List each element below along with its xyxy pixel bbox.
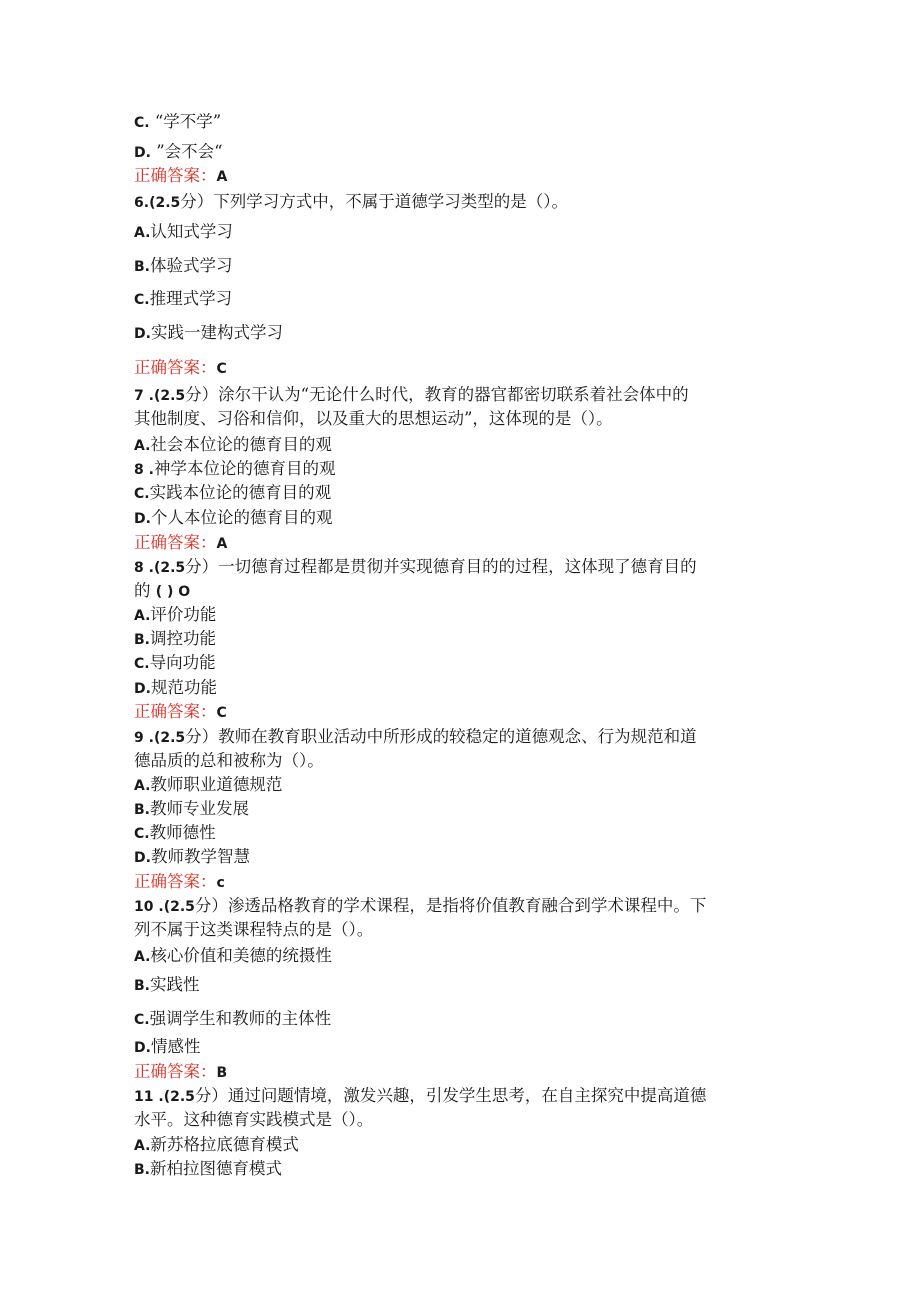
- question-continuation: [134, 580, 190, 603]
- question-continuation: [134, 919, 373, 941]
- option-text: 规范功能: [150, 678, 217, 697]
- question-score: (2.5: [163, 1089, 195, 1105]
- answer-option: [134, 141, 223, 164]
- option-letter: A.: [134, 608, 151, 624]
- option-letter: C.: [134, 292, 150, 308]
- answer-option: [134, 111, 221, 134]
- correct-answer: [134, 701, 227, 724]
- answer-option: [134, 322, 283, 345]
- question-continuation: [134, 750, 324, 772]
- answer-option: [134, 652, 216, 675]
- question-stem: [134, 556, 697, 579]
- option-text: 情感性: [150, 1037, 201, 1056]
- option-letter: C.: [134, 656, 150, 672]
- question-text: 分）涂尔干认为“无论什么时代，教育的器官都密切联系着社会体中的: [185, 385, 689, 404]
- option-letter: B.: [134, 978, 150, 994]
- question-score: (2.5: [163, 899, 195, 915]
- option-letter: A.: [134, 225, 151, 241]
- option-letter: C.: [134, 826, 150, 842]
- option-letter: B.: [134, 632, 150, 648]
- option-letter: A.: [134, 1138, 151, 1154]
- answer-value: A: [216, 536, 228, 552]
- question-score: (2.5: [153, 730, 186, 746]
- option-letter: A.: [134, 778, 151, 794]
- option-letter: B.: [134, 802, 150, 818]
- option-text: 认知式学习: [150, 222, 233, 241]
- correct-answer: [134, 357, 227, 380]
- answer-option: [134, 774, 282, 797]
- option-letter: C.: [134, 115, 150, 131]
- answer-label: 正确答案：: [134, 166, 217, 185]
- correct-answer: [134, 165, 227, 188]
- answer-value: C: [216, 705, 227, 721]
- option-text: 教师专业发展: [150, 799, 249, 818]
- question-text: 的: [134, 581, 151, 600]
- question-text: 分）渗透品格教育的学术课程，是指将价值教育融合到学术课程中。下: [194, 896, 707, 915]
- question-continuation: [134, 1109, 373, 1131]
- option-letter: D.: [134, 681, 151, 697]
- question-number: 6.: [134, 195, 150, 211]
- option-letter: A.: [134, 949, 151, 965]
- question-text: 列不属于这类课程特点的是（）。: [134, 920, 374, 939]
- option-letter: C.: [134, 1012, 150, 1028]
- answer-label: 正确答案：: [134, 1062, 217, 1081]
- option-text: 神学本位论的德育目的观: [153, 459, 336, 478]
- option-letter: D.: [134, 511, 151, 527]
- correct-answer: [134, 871, 225, 894]
- question-score: (2.5: [149, 195, 181, 211]
- question-stem: [134, 726, 697, 749]
- answer-option: [134, 1134, 299, 1157]
- answer-option: [134, 604, 216, 627]
- answer-value: C: [216, 361, 227, 377]
- option-text: 导向功能: [149, 653, 216, 672]
- answer-option: [134, 434, 332, 457]
- question-stem: [134, 1085, 706, 1108]
- question-number: 8 .: [134, 560, 154, 576]
- option-letter: B.: [134, 259, 150, 275]
- option-letter: 8 .: [134, 462, 154, 478]
- question-text: 水平。这种德育实践模式是（）。: [134, 1110, 374, 1129]
- question-blank: ( ) O: [155, 584, 191, 600]
- answer-option: [134, 1008, 331, 1031]
- answer-value: A: [216, 169, 228, 185]
- option-text: 强调学生和教师的主体性: [149, 1009, 332, 1028]
- question-text: 分）一切德育过程都是贯彻并实现德育目的的过程，这体现了德育目的: [185, 557, 697, 576]
- answer-option: [134, 1036, 200, 1059]
- answer-option: [134, 221, 233, 244]
- option-text: 新苏格拉底德育模式: [150, 1135, 299, 1154]
- answer-label: 正确答案：: [134, 702, 217, 721]
- option-text: 实践性: [150, 975, 200, 994]
- option-text: 个人本位论的德育目的观: [150, 508, 333, 527]
- answer-option: [134, 507, 332, 530]
- question-text: 德品质的总和被称为（）。: [134, 751, 324, 770]
- question-text: 分）通过问题情境，激发兴趣，引发学生思考，在自主探究中提高道德: [194, 1086, 707, 1105]
- option-text: 教师德性: [149, 823, 216, 842]
- question-stem: [134, 191, 568, 214]
- question-number: 7 .: [134, 388, 154, 404]
- answer-option: [134, 677, 217, 700]
- option-text: 教师教学智慧: [150, 847, 250, 866]
- option-text: 推理式学习: [149, 289, 233, 308]
- answer-value: B: [216, 1065, 228, 1081]
- answer-option: [134, 482, 331, 505]
- option-text: 调控功能: [150, 629, 216, 648]
- correct-answer: [134, 532, 227, 555]
- question-score: (2.5: [153, 388, 186, 404]
- option-text: 教师职业道德规范: [150, 775, 283, 794]
- question-number: 11 .: [134, 1089, 164, 1105]
- answer-option: [134, 1158, 282, 1181]
- option-text: 实践一建构式学习: [150, 323, 283, 342]
- option-text: 社会本位论的德育目的观: [150, 435, 332, 454]
- answer-option: [134, 628, 216, 651]
- answer-option: [134, 945, 332, 968]
- answer-option: [134, 288, 232, 311]
- option-letter: B.: [134, 1162, 150, 1178]
- option-text: 评价功能: [150, 605, 217, 624]
- answer-label: 正确答案：: [134, 872, 217, 891]
- question-score: (2.5: [153, 560, 186, 576]
- option-letter: D.: [134, 850, 151, 866]
- answer-value: c: [216, 875, 225, 891]
- answer-option: [134, 255, 233, 278]
- correct-answer: [134, 1061, 227, 1084]
- answer-label: 正确答案：: [134, 358, 217, 377]
- answer-option: [134, 458, 335, 481]
- question-number: 9 .: [134, 730, 154, 746]
- option-letter: C.: [134, 486, 150, 502]
- answer-option: [134, 822, 216, 845]
- option-text: ”会不会“: [150, 142, 223, 161]
- option-letter: D.: [134, 326, 151, 342]
- question-text: 分）下列学习方式中，不属于道德学习类型的是（）。: [180, 192, 569, 211]
- answer-option: [134, 846, 250, 869]
- option-letter: D.: [134, 1040, 151, 1056]
- option-text: “学不学”: [149, 112, 222, 131]
- answer-option: [134, 974, 200, 997]
- option-text: 核心价值和美德的统摄性: [150, 946, 332, 965]
- question-continuation: [134, 408, 613, 430]
- question-text: 分）教师在教育职业活动中所形成的较稳定的道德观念、行为规范和道: [185, 727, 697, 746]
- question-number: 10 .: [134, 899, 164, 915]
- question-stem: [134, 384, 689, 407]
- option-text: 实践本位论的德育目的观: [149, 483, 332, 502]
- option-text: 体验式学习: [150, 256, 233, 275]
- option-letter: A.: [134, 438, 151, 454]
- answer-option: [134, 798, 249, 821]
- question-stem: [134, 895, 706, 918]
- answer-label: 正确答案：: [134, 533, 217, 552]
- option-text: 新柏拉图德育模式: [150, 1159, 282, 1178]
- question-text: 其他制度、习俗和信仰，以及重大的思想运动”，这体现的是（）。: [134, 409, 613, 428]
- option-letter: D.: [134, 145, 151, 161]
